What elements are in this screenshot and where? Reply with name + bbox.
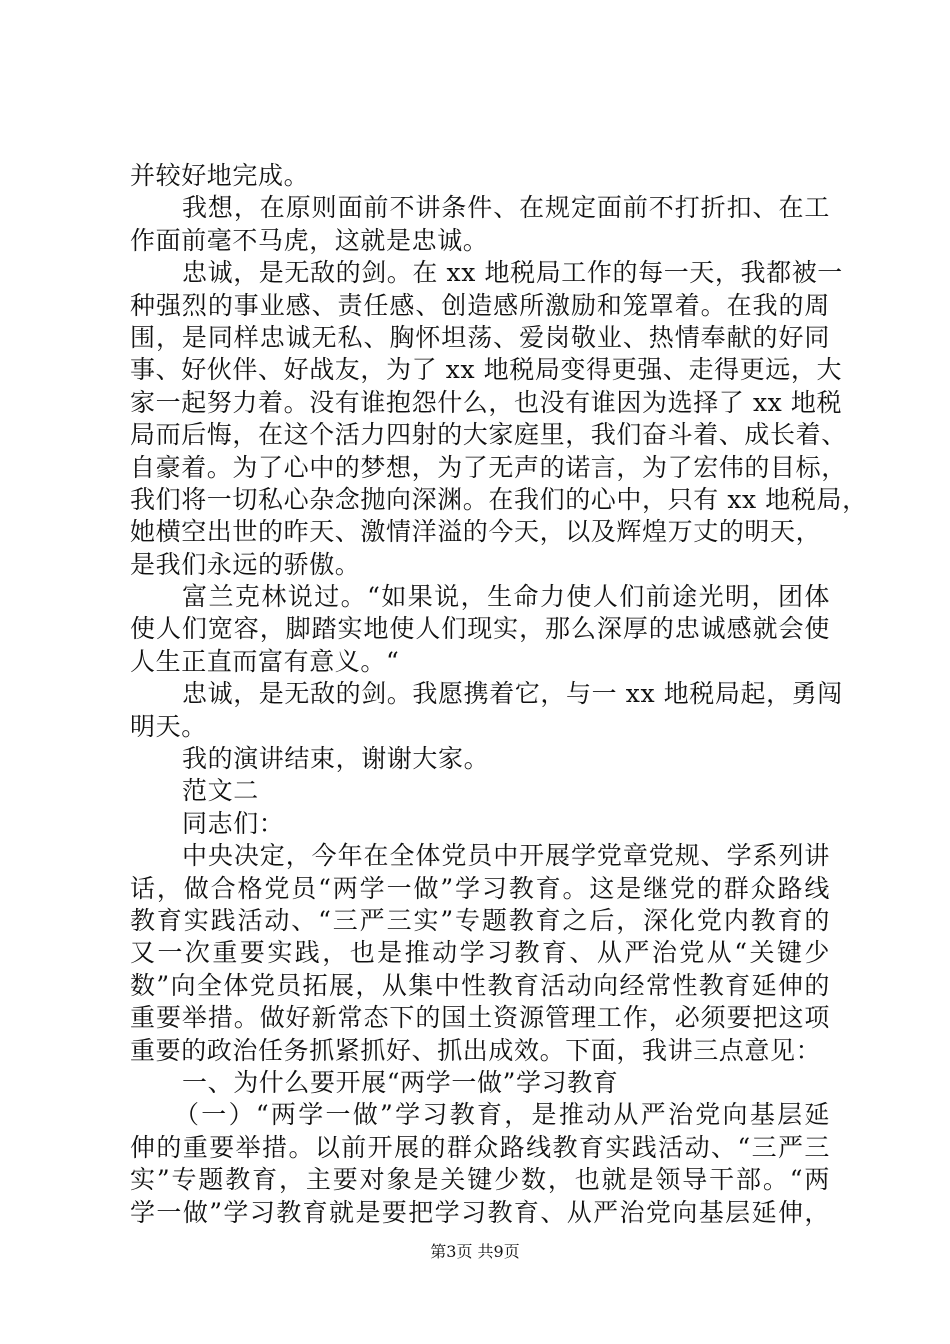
text-line: 重要的政治任务抓紧抓好、抓出成效。下面，我讲三点意见： bbox=[130, 1035, 822, 1065]
text-line: 使人们宽容，脚踏实地使人们现实，那么深厚的忠诚感就会使 bbox=[130, 614, 830, 644]
text-line: 明天。 bbox=[130, 711, 207, 741]
text-line: 局而后悔，在这个活力四射的大家庭里，我们奋斗着、成长着、 bbox=[130, 420, 847, 450]
document-body bbox=[130, 160, 868, 1229]
text-line: 作面前毫不马虎，这就是忠诚。 bbox=[130, 225, 489, 255]
text-line: 同志们： bbox=[182, 808, 285, 838]
text-line: 重要举措。做好新常态下的国土资源管理工作，必须要把这项 bbox=[130, 1003, 830, 1033]
text-line: 我们将一切私心杂念抛向深渊。在我们的心中，只有 xx 地税局， bbox=[130, 484, 868, 514]
text-line: 事、好伙伴、好战友，为了 xx 地税局变得更强、走得更远，大 bbox=[130, 355, 843, 385]
text-line: 她横空出世的昨天、激情洋溢的今天，以及辉煌万丈的明天， bbox=[130, 517, 822, 547]
text-line: 围，是同样忠诚无私、胸怀坦荡、爱岗敬业、热情奉献的好同 bbox=[130, 322, 830, 352]
text-line: 富兰克林说过。“如果说，生命力使人们前途光明，团体 bbox=[182, 582, 830, 612]
text-line: 并较好地完成。 bbox=[130, 161, 310, 190]
text-line: 中央决定，今年在全体党员中开展学党章党规、学系列讲 bbox=[182, 841, 830, 871]
text-line: 忠诚，是无敌的剑。我愿携着它，与一 xx 地税局起，勇闯 bbox=[182, 679, 843, 709]
text-line: 家一起努力着。没有谁抱怨什么，也没有谁因为选择了 xx 地税 bbox=[130, 387, 843, 417]
text-line: 我想，在原则面前不讲条件、在规定面前不打折扣、在工 bbox=[182, 193, 830, 223]
text-line: 自豪着。为了心中的梦想，为了无声的诺言，为了宏伟的目标， bbox=[130, 452, 847, 482]
text-line: 种强烈的事业感、责任感、创造感所激励和笼罩着。在我的周 bbox=[130, 290, 830, 320]
page-footer: 第3页 共9页 bbox=[430, 1242, 520, 1261]
text-line: 实”专题教育，主要对象是关键少数，也就是领导干部。“两 bbox=[130, 1165, 830, 1195]
text-line: 我的演讲结束，谢谢大家。 bbox=[182, 744, 490, 774]
text-line: 话，做合格党员“两学一做”学习教育。这是继党的群众路线 bbox=[130, 873, 830, 903]
text-line: 学一做”学习教育就是要把学习教育、从严治党向基层延伸， bbox=[130, 1197, 830, 1227]
text-line: 又一次重要实践，也是推动学习教育、从严治党从“关键少 bbox=[130, 938, 830, 968]
text-line: 伸的重要举措。以前开展的群众路线教育实践活动、“三严三 bbox=[130, 1132, 830, 1162]
text-line: 忠诚，是无敌的剑。在 xx 地税局工作的每一天，我都被一 bbox=[182, 258, 843, 288]
text-line: 人生正直而富有意义。“ bbox=[130, 646, 400, 676]
text-line: 数”向全体党员拓展，从集中性教育活动向经常性教育延伸的 bbox=[130, 970, 830, 1000]
text-line: 一、为什么要开展“两学一做”学习教育 bbox=[182, 1067, 619, 1097]
text-line: （一）“两学一做”学习教育，是推动从严治党向基层延 bbox=[174, 1100, 830, 1130]
text-line: 是我们永远的骄傲。 bbox=[130, 549, 361, 579]
text-line: 教育实践活动、“三严三实”专题教育之后，深化党内教育的 bbox=[130, 905, 830, 935]
text-line: 范文二 bbox=[182, 776, 259, 806]
